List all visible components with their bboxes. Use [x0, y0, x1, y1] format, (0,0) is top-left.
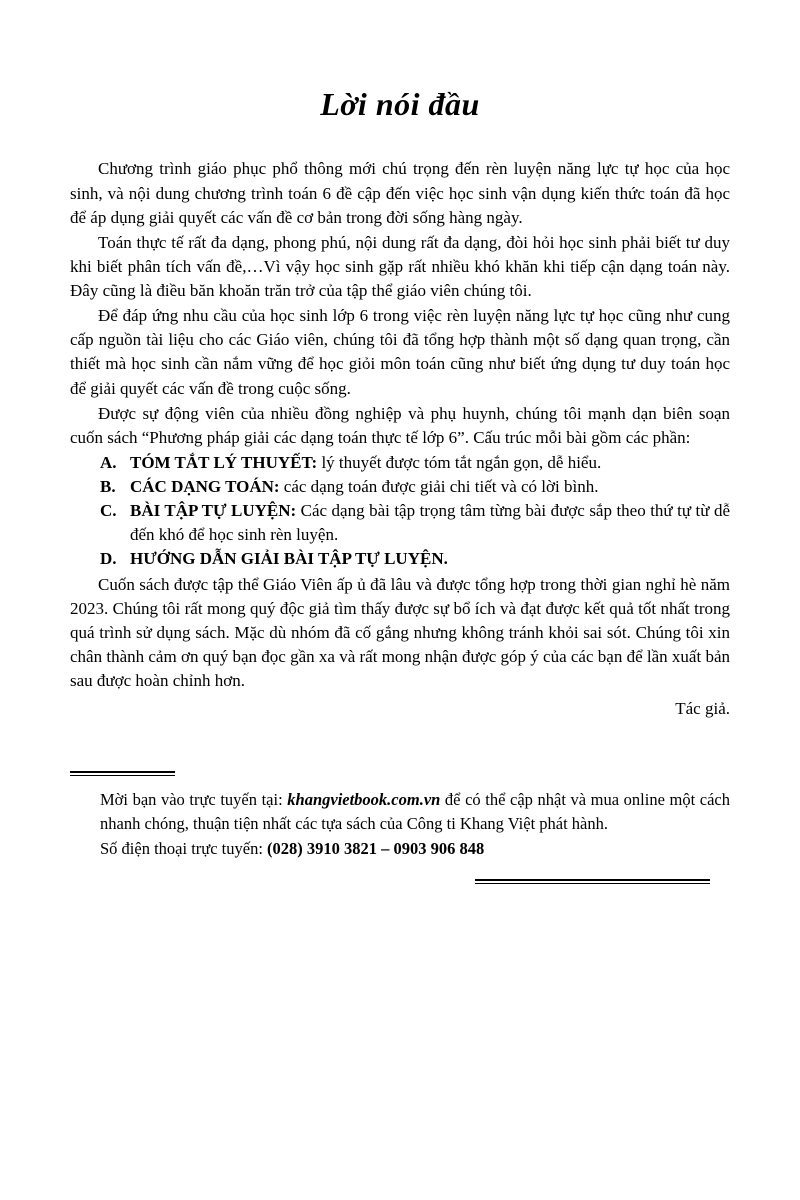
- list-item: [100, 451, 730, 475]
- paragraph-2: Toán thực tế rất đa dạng, phong phú, nội dung rất đa dạng, đòi hỏi học sinh phải biết tư duy khi biết phân tích vấn đề,…Vì vậy học sinh gặp rất nhiều khó khăn khi tiếp cận dạng toán này. Đây cũng là điều băn khoăn trăn trở của tập thể giáo viên chúng tôi.: [70, 232, 730, 301]
- book-structure-list: [70, 451, 730, 572]
- list-item: [100, 547, 730, 571]
- publisher-footer: [70, 771, 730, 883]
- list-item-label: A.: [100, 452, 117, 472]
- footer-phone-line: [100, 837, 730, 860]
- list-item-text: lý thuyết được tóm tắt ngắn gọn, dễ hiểu.: [317, 452, 602, 472]
- footer-text: [100, 788, 730, 860]
- list-item: [100, 499, 730, 547]
- list-item-label: C.: [100, 501, 117, 521]
- footer-line1-suffix: để có thể cập nhật và mua online một cách nhanh chóng, thuận tiện nhất các tựa sách của Công ti Khang Việt phát hành.: [100, 790, 730, 833]
- list-item-text: các dạng toán được giải chi tiết và có lời bình.: [279, 477, 599, 497]
- author-signature: Tác giả.: [675, 699, 730, 719]
- paragraph-4: Được sự động viên của nhiều đồng nghiệp và phụ huynh, chúng tôi mạnh dạn biên soạn cuốn sách “Phương pháp giải các dạng toán thực tế lớp 6”. Cấu trúc mỗi bài gồm các phần:: [70, 403, 730, 447]
- footer-line2-prefix: Số điện thoại trực tuyến:: [100, 839, 268, 859]
- double-rule-top: [70, 771, 175, 776]
- list-item-text: Các dạng bài tập trọng tâm từng bài được sắp theo thứ tự từ dễ đến khó để học sinh rèn luyện.: [130, 501, 731, 545]
- paragraph-1: Chương trình giáo phục phổ thông mới chú trọng đến rèn luyện năng lực tự học của học sinh, và nội dung chương trình toán 6 đề cập đến việc học sinh vận dụng kiến thức toán đã học để áp dụng giải quyết các vấn đề cơ bản trong đời sống hàng ngày.: [70, 159, 730, 227]
- double-rule-bottom: [475, 879, 710, 884]
- list-item-heading: BÀI TẬP TỰ LUYỆN:: [130, 501, 297, 521]
- list-item-heading: TÓM TẮT LÝ THUYẾT:: [130, 452, 318, 472]
- list-item: [100, 475, 730, 499]
- paragraph-5: Cuốn sách được tập thể Giáo Viên ấp ủ đã lâu và được tổng hợp trong thời gian nghỉ hè năm 2023. Chúng tôi rất mong quý độc giả tìm thấy được sự bổ ích và đạt được kết quả tốt nhất trong quá trình sử dụng sách. Mặc dù nhóm đã cố gắng nhưng không tránh khỏi sai sót. Chúng tôi xin chân thành cảm ơn quý bạn đọc gần xa và rất mong nhận được góp ý của các bạn để lần xuất bản sau được hoàn chỉnh hơn.: [70, 574, 730, 691]
- publisher-url: khangvietbook.com.vn: [287, 790, 441, 810]
- publisher-phone: (028) 3910 3821 – 0903 906 848: [267, 839, 485, 859]
- footer-line1-prefix: Mời bạn vào trực tuyến tại:: [100, 790, 288, 810]
- list-item-label: D.: [100, 549, 117, 569]
- list-item-heading: CÁC DẠNG TOÁN:: [130, 477, 280, 497]
- list-item-heading: HƯỚNG DẪN GIẢI BÀI TẬP TỰ LUYỆN.: [130, 549, 448, 569]
- page-title: Lời nói đầu: [320, 86, 480, 122]
- paragraph-3: Để đáp ứng nhu cầu của học sinh lớp 6 trong việc rèn luyện năng lực tự học cũng như cung cấp nguồn tài liệu cho các Giáo viên, chúng tôi đã tổng hợp thành một số dạng quan trọng, cần thiết mà học sinh cần nắm vững để học giỏi môn toán cũng như biết ứng dụng tư duy toán học để giải quyết các vấn đề trong cuộc sống.: [70, 306, 730, 398]
- list-item-label: B.: [100, 477, 116, 497]
